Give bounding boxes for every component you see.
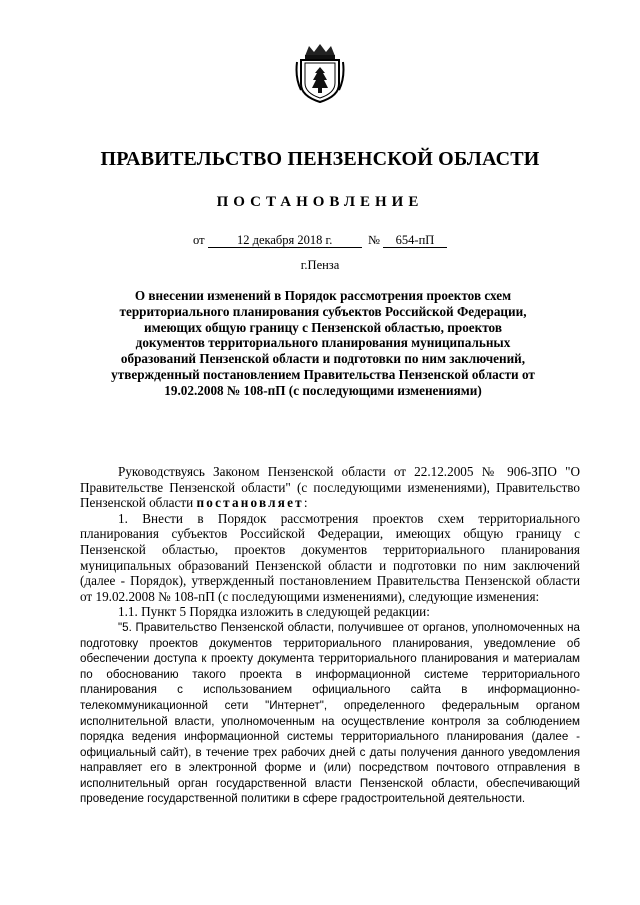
paragraph-preamble (80, 464, 580, 511)
organization-title: ПРАВИТЕЛЬСТВО ПЕНЗЕНСКОЙ ОБЛАСТИ (100, 148, 540, 170)
document-heading: О внесении изменений в Порядок рассмотрения проектов схем территориального планирования субъектов Российской Федерации, имеющих общую границу с Пензенской областью, проектов документов территориального планирования муниципальных образований Пензенской области и подготовки по ним заключений, утвержденный постановлением Правительства Пензенской области от 19.02.2008 № 108-пП (с последующими изменениями) (111, 288, 535, 398)
paragraph-1-1: 1.1. Пункт 5 Порядка изложить в следующей редакции: (118, 604, 430, 620)
preamble-text: Руководствуясь Законом Пензенской области от 22.12.2005 № 906-ЗПО "О Правительстве Пензенской области" (с последующими изменениями), Правительство Пензенской области (80, 464, 580, 511)
decree-word: постановляет (196, 495, 304, 511)
document-number: 654-пП (383, 233, 447, 248)
number-prefix: № (367, 233, 380, 247)
document-date: 12 декабря 2018 г. (208, 233, 362, 248)
document-type: ПОСТАНОВЛЕНИЕ (216, 194, 424, 210)
document-body (80, 464, 580, 807)
paragraph-quoted-item-5: "5. Правительство Пензенской области, получившее от органов, уполномоченных на подготовку проектов документов территориального планирования, уведомление об обеспечении доступа к проекту документа территориального планирования и материалам по обоснованию такого проекта в информационной системе территориального планирования с использованием официального сайта в информационно-телекоммуникационной сети "Интернет", определенного федеральным органом исполнительной власти, уполномоченным на осуществление контроля за соблюдением порядка ведения информационной системы территориального планирования (далее - официальный сайт), в течение трех рабочих дней с даты получения данного уведомления направляет его в электронной форме и (или) посредством почтового отправления в исполнительный орган государственной власти Пензенской области, обеспечивающий проведение государственной политики в сфере градостроительной деятельности. (80, 620, 580, 806)
city: г.Пенза (300, 258, 340, 272)
coat-of-arms-icon (295, 42, 345, 104)
date-number-line (0, 233, 640, 248)
preamble-end: : (303, 495, 308, 511)
paragraph-1: 1. Внести в Порядок рассмотрения проектов схем территориального планирования субъектов Российской Федерации, имеющих общую границу с Пензенской областью, проектов документов территориального планирования муниципальных образований Пензенской области и подготовки по ним заключений (далее - Порядок), утвержденный постановлением Правительства Пензенской области от 19.02.2008 № 108-пП (с последующими изменениями), следующие изменения: (80, 510, 580, 604)
date-prefix: от (193, 233, 205, 247)
